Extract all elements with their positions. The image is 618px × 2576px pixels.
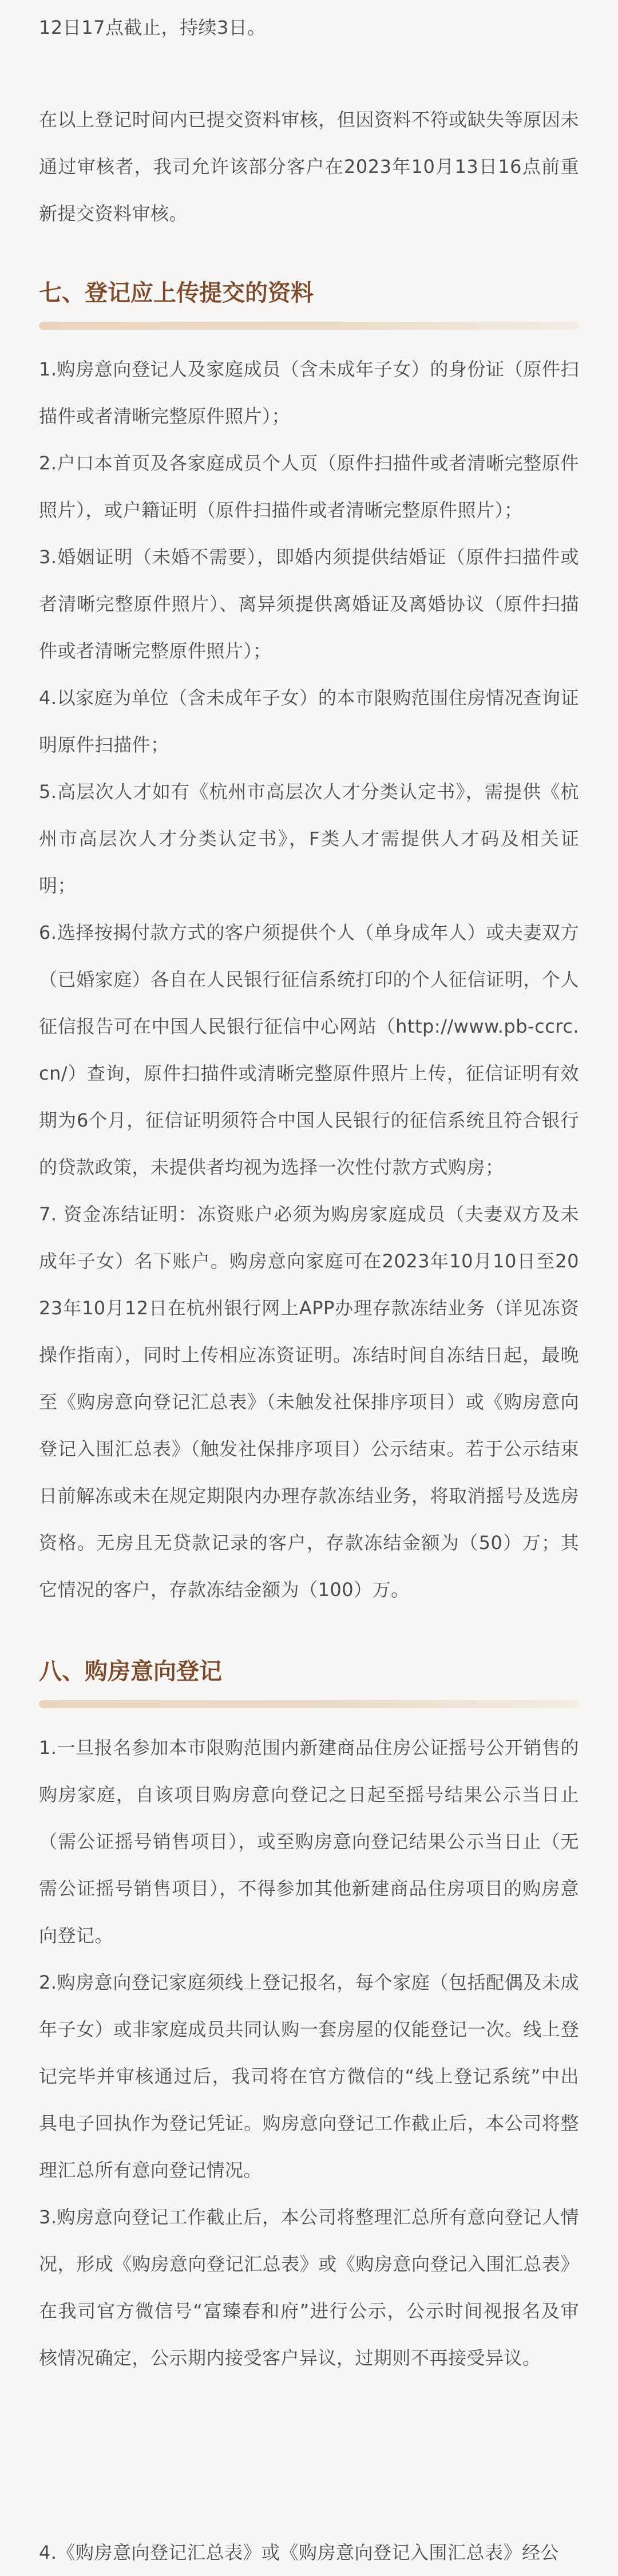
- list-item: 3.购房意向登记工作截止后，本公司将整理汇总所有意向登记人情况，形成《购房意向登记汇总表》或《购房意向登记入围汇总表》在我司官方微信号“富臻春和府”进行公示，公示时间视报名及审核情况确定，公示期内接受客户异议，过期则不再接受异议。: [39, 2206, 579, 2369]
- list-item: 1.一旦报名参加本市限购范围内新建商品住房公证摇号公开销售的购房家庭，自该项目购房意向登记之日起至摇号结果公示当日止（需公证摇号销售项目），或至购房意向登记结果公示当日止（无需公证摇号销售项目），不得参加其他新建商品住房项目的购房意向登记。: [39, 1737, 579, 1946]
- list-item: 6.选择按揭付款方式的客户须提供个人（单身成年人）或夫妻双方（已婚家庭）各自在人民银行征信系统打印的个人征信证明，个人征信报告可在中国人民银行征信中心网站（http://www.pb-ccrc.cn/）查询，原件扫描件或清晰完整原件照片上传，征信证明有效期为6个月，征信证明须符合中国人民银行的征信系统且符合银行的贷款政策，未提供者均视为选择一次性付款方式购房；: [39, 922, 579, 1178]
- list-item: 4.以家庭为单位（含未成年子女）的本市限购范围住房情况查询证明原件扫描件；: [39, 687, 579, 756]
- section-7-list: [39, 346, 579, 1613]
- section-7: [39, 278, 579, 1613]
- list-item: 4.《购房意向登记汇总表》或《购房意向登记入围汇总表》经公: [39, 2542, 560, 2563]
- intro-deadline-line: 12日17点截止，持续3日。: [39, 17, 266, 38]
- list-item: 3.婚姻证明（未婚不需要），即婚内须提供结婚证（原件扫描件或者清晰完整原件照片）、离异须提供离婚证及离婚协议（原件扫描件或者清晰完整原件照片）；: [39, 546, 579, 662]
- section-7-heading: 七、登记应上传提交的资料: [39, 280, 314, 306]
- section-8-heading: 八、购房意向登记: [39, 1658, 222, 1685]
- list-item: 1.购房意向登记人及家庭成员（含未成年子女）的身份证（原件扫描件或者清晰完整原件照片）；: [39, 358, 579, 427]
- section-8-heading-rule: [39, 1700, 579, 1708]
- intro-resubmit-paragraph: 在以上登记时间内已提交资料审核，但因资料不符或缺失等原因未通过审核者，我司允许该部分客户在2023年10月13日16点前重新提交资料审核。: [39, 109, 579, 224]
- list-item: 5.高层次人才如有《杭州市高层次人才分类认定书》，需提供《杭州市高层次人才分类认定书》，F类人才需提供人才码及相关证明；: [39, 781, 579, 896]
- section-8: [39, 1657, 579, 2381]
- section-8-list: [39, 1724, 579, 2381]
- list-item: 2.购房意向登记家庭须线上登记报名，每个家庭（包括配偶及未成年子女）或非家庭成员共同认购一套房屋的仅能登记一次。线上登记完毕并审核通过后，我司将在官方微信的“线上登记系统”中出具电子回执作为登记凭证。购房意向登记工作截止后，本公司将整理汇总所有意向登记情况。: [39, 1971, 579, 2181]
- list-item: 7. 资金冻结证明：冻资账户必须为购房家庭成员（夫妻双方及未成年子女）名下账户。购房意向家庭可在2023年10月10日至2023年10月12日在杭州银行网上APP办理存款冻结业务（详见冻资操作指南），同时上传相应冻资证明。冻结时间自冻结日起，最晚至《购房意向登记汇总表》（未触发社保排序项目）或《购房意向登记入围汇总表》（触发社保排序项目）公示结束。若于公示结束日前解冻或未在规定期限内办理存款冻结业务，将取消摇号及选房资格。无房且无贷款记录的客户，存款冻结金额为（50）万；其它情况的客户，存款冻结金额为（100）万。: [39, 1203, 579, 1601]
- section-7-heading-rule: [39, 322, 579, 330]
- list-item: 2.户口本首页及各家庭成员个人页（原件扫描件或者清晰完整原件照片），或户籍证明（原件扫描件或者清晰完整原件照片）；: [39, 452, 579, 521]
